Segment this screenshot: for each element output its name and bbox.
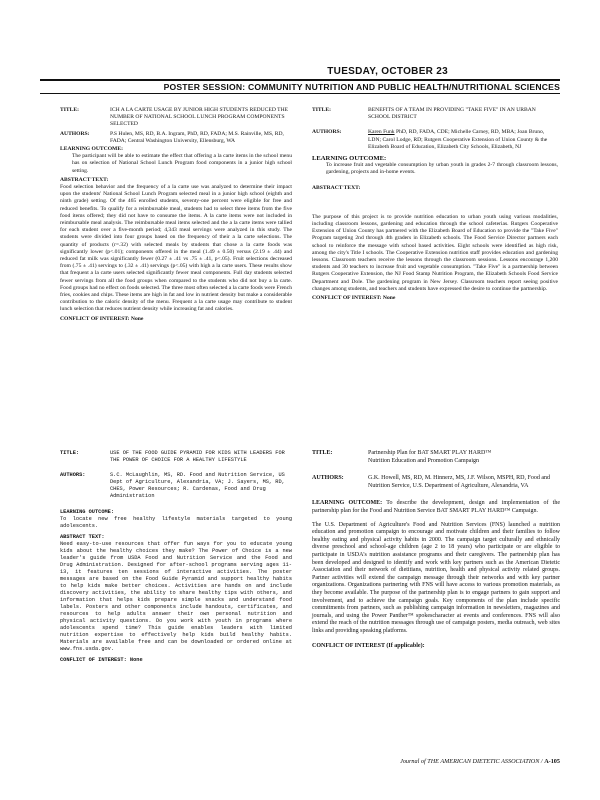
abstract-subtitle: Nutrition Education and Promotion Campaign [368, 457, 479, 464]
page-footer [318, 758, 560, 765]
abstract-label: ABSTRACT TEXT: [60, 176, 109, 183]
abstract-label: ABSTRACT TEXT: [60, 534, 105, 540]
outcome-label: LEARNING OUTCOME: [312, 155, 387, 163]
outcome-label: LEARNING OUTCOME: [312, 500, 383, 507]
learning-outcome: To increase fruit and vegetable consumption by urban youth in grades 2-7 through classroom lessons, gardening, projects and in-home events. [326, 162, 558, 176]
journal-name: Journal of THE AMERICAN DIETETIC ASSOCIATION / [400, 758, 545, 765]
header-rule [40, 79, 560, 81]
presenting-author: Karen Funk [368, 129, 395, 136]
page-header [40, 66, 560, 94]
abstract-title: USE OF THE FOOD GUIDE PYRAMID FOR KIDS WITH LEADERS FOR THE POWER OF CHOICE FOR A HEALTHY LIFESTYLE [110, 450, 285, 463]
header-rule-thin [40, 93, 560, 94]
learning-outcome: To locate new free healthy lifestyle materials targeted to young adolescents. [60, 516, 292, 529]
abstract-3 [60, 450, 292, 664]
abstract-authors: S.C. McLaughlin, MS, RD. Food and Nutrition Service, US Dept of Agriculture, Alexandria, VA; J. Sayers, MS, RD, CHES, Power Resources; R. Cardenas, Food and Drug Administration [110, 472, 285, 499]
title-label: TITLE: [312, 107, 331, 113]
authors-label: AUTHORS: [312, 129, 342, 136]
page-number: A-105 [544, 758, 560, 765]
abstract-authors: PhD, RD, FADA, CDE; Michelle Carney, RD, MBA; Joan Bruno, LDN; Carol Lodge, RD; Rutgers Cooperative Extension of Union County & the Elizabeth Board of Education, Elizabeth City Schools, Elizabeth, NJ [368, 129, 548, 150]
authors-label: AUTHORS: [60, 130, 90, 137]
outcome-label: LEARNING OUTCOME: [60, 146, 123, 153]
title-label: TITLE: [60, 107, 79, 113]
authors-label: AUTHORS: [312, 475, 344, 482]
abstract-text: Food selection behavior and the frequency of a la carte use was analyzed to determine their impact upon the students' National School Lunch Program selected meal in a junior high school (eighth and ninth grade) setting. Of the 465 enrolled students, seventy-one percent were eligible for free and reduced benefits. To qualify for a reimbursable meal, students had to select three items from the five food items offered; they did not have to consume the items. A la carte items were not included in reimbursable meal analysis. The reimbursable meal items selected and the a la carte items were tallied for each student over a five-month period; 4,343 meal servings were analyzed in this study. The students were divided into four groups based on the frequency of their a la carte selections. The quantity of products (r=.32) with selected meals by students that chose a la carte foods was significantly lower (p<.01); components offered in the meal (1.49 ± 0.50) versus (2.19 ± .44) and reduced fat milk was significantly fewer (0.27 ± .41 vs .75 ± .41, p<.05). Fruit selections decreased from (.75 ± .41) servings to (.32 ± .41) servings (p<.05) with high a la carte users. These results show that frequent a la carte users selected significantly fewer meal components. Full day students selected fewer servings from all the food groups when compared to the students who did not buy a la carte. Food groups had no effect on foods selected. The three most often selected a la carte foods were French fries, cookies and chips. These items are high in fat and low in nutrient density but make a considerable contribution to the caloric density of the menu. Frequent a la carte usage may contribute to student lunch selection that reduces nutrient density while increasing fat and calories. [60, 184, 293, 313]
abstract-authors: P.S Hulen, MS, RD, B.A. Ingram, PhD, RD, FADA; M.S. Rainville, MS, RD, FADA; Central Washington University, Ellensburg, WA [110, 130, 284, 144]
abstract-text: The U.S. Department of Agriculture's Food and Nutrition Services (FNS) launched a nutrition education and promotion campaign to encourage and motivate children and their families to follow healthy eating and physical activity habits in 2000. The campaign target culturally and ethnically diverse preschool and school-age children (age 2 to 18 years) who participate or are eligible to participate in USDA's nutrition assistance programs and their caregivers. The partnership plan has been developed and designed to identify and work with key partners such as the American Dietetic Association and their network of dietitians, nutrition, health and physical activity related groups. Partner activities will extend the campaign message through their networks and with key partner organizations. Organizations partnering with FNS will have access to various promotion materials, as they become available. The purpose of the partnership plan is to engage partners to gain support and involvement, and to achieve the campaign goals. Key components of the plan include specific commitments from partners, such as publishing campaign information in newsletters, magazines and journals, and using the Power Panther™ spokescharacter at events and conferences. FNS will also extend the reach of the nutrition messages through use of campaign posters, media outreach, web sites links and providing speaking platforms. [312, 521, 560, 634]
abstract-text: Need easy-to-use resources that offer fun ways for you to educate young kids about the healthy choices they make? The Power of Choice is a new leader's guide from USDA Food and Nutrition Service and the Food and Drug Administration. Designed for after-school programs serving ages 11-13, it features ten sessions of interactive activities. The poster messages are based on the Food Guide Pyramid and support healthy habits to help kids make better choices. Activities are hands on and include discovery activities, the ability to share healthy tips with others, and information that helps kids prepare simple snacks and understand food labels. Posters and other components include handouts, certificates, and resources to help adults answer their own personal nutrition and physical activity questions. Do you work with youth in programs where adolescents spend time? This guide enables leaders with limited nutrition expertise to effectively help kids build healthy habits. Materials are available free and can be downloaded or ordered online at www.fns.usda.gov. [60, 541, 292, 652]
conflict-of-interest: CONFLICT OF INTEREST (If applicable): [312, 643, 425, 650]
abstract-label: ABSTRACT TEXT: [312, 184, 361, 191]
title-label: TITLE: [60, 450, 80, 456]
outcome-label: LEARNING OUTCOME: [60, 509, 115, 515]
conflict-of-interest: CONFLICT OF INTEREST: None [312, 295, 396, 302]
title-label: TITLE: [312, 450, 333, 456]
abstract-title: Partnership Plan for BAT SMART PLAY HARD™ [368, 450, 492, 456]
conflict-of-interest: CONFLICT OF INTEREST: None [60, 315, 144, 322]
abstract-title: BENEFITS OF A TEAM IN PROVIDING "TAKE FIVE" IN AN URBAN SCHOOL DISTRICT [368, 107, 536, 121]
abstract-authors: G.K. Howell, MS, RD, M. Hinnerz, MS, J.F. Wilson, MSPH, RD, Food and Nutrition Service, U.S. Department of Agriculture, Alexandria, VA [368, 475, 551, 489]
authors-label: AUTHORS: [60, 472, 86, 478]
abstract-text: The purpose of this project is to provide nutrition education to urban youth using various modalities, including classroom lessons, gardening and education through the school cafeterias. Rutgers Cooperative Extension of Union County has partnered with the Elizabeth Board of Education to provide the "Take Five" Program targeting 2nd through 4th graders in Elizabeth schools. The Food Service Director partners each school to reinforce the message with school based activities. Eight schools were identified as high risk, among the city's Title I schools. The Cooperative Extension nutrition staff provides education and gardening lessons. Classroom teachers receive the lessons through the classroom sessions. Lessons encourage 1,200 students and 30 teachers to increase fruit and vegetable consumption. "Take Five" is a partnership between Rutgers Cooperative Extension, the NJ Food Stamp Nutrition Program, the Elizabeth Schools Food Service Department and Dole. The gardening program in New Jersey. Classroom teachers report seeing positive changes among students, and teachers and students have expressed the desire to continue the partnership. [312, 213, 558, 292]
session-day: TUESDAY, OCTOBER 23 [327, 66, 448, 77]
learning-outcome: The participant will be able to estimate the effect that offering a la carte items in the school menu has on selection of National School Lunch Program food components in a junior high school setting. [72, 153, 292, 174]
session-title: POSTER SESSION: COMMUNITY NUTRITION AND PUBLIC HEALTH/NUTRITIONAL SCIENCES [163, 82, 560, 92]
learning-outcome: To describe the development, design and implementation of the partnership plan for the Food and Nutrition Service BAT SMART PLAY HARD™ Campaign. [312, 500, 560, 514]
abstract-1 [60, 107, 292, 323]
abstract-2 [312, 107, 558, 302]
conflict-of-interest: CONFLICT OF INTEREST: None [60, 657, 143, 663]
abstract-title: ICH A LA CARTE USAGE BY JUNIOR HIGH STUDENTS REDUCED THE NUMBER OF NATIONAL SCHOOL LUNCH PROGRAM COMPONENTS SELECTED [110, 107, 289, 128]
abstract-4 [312, 450, 560, 651]
